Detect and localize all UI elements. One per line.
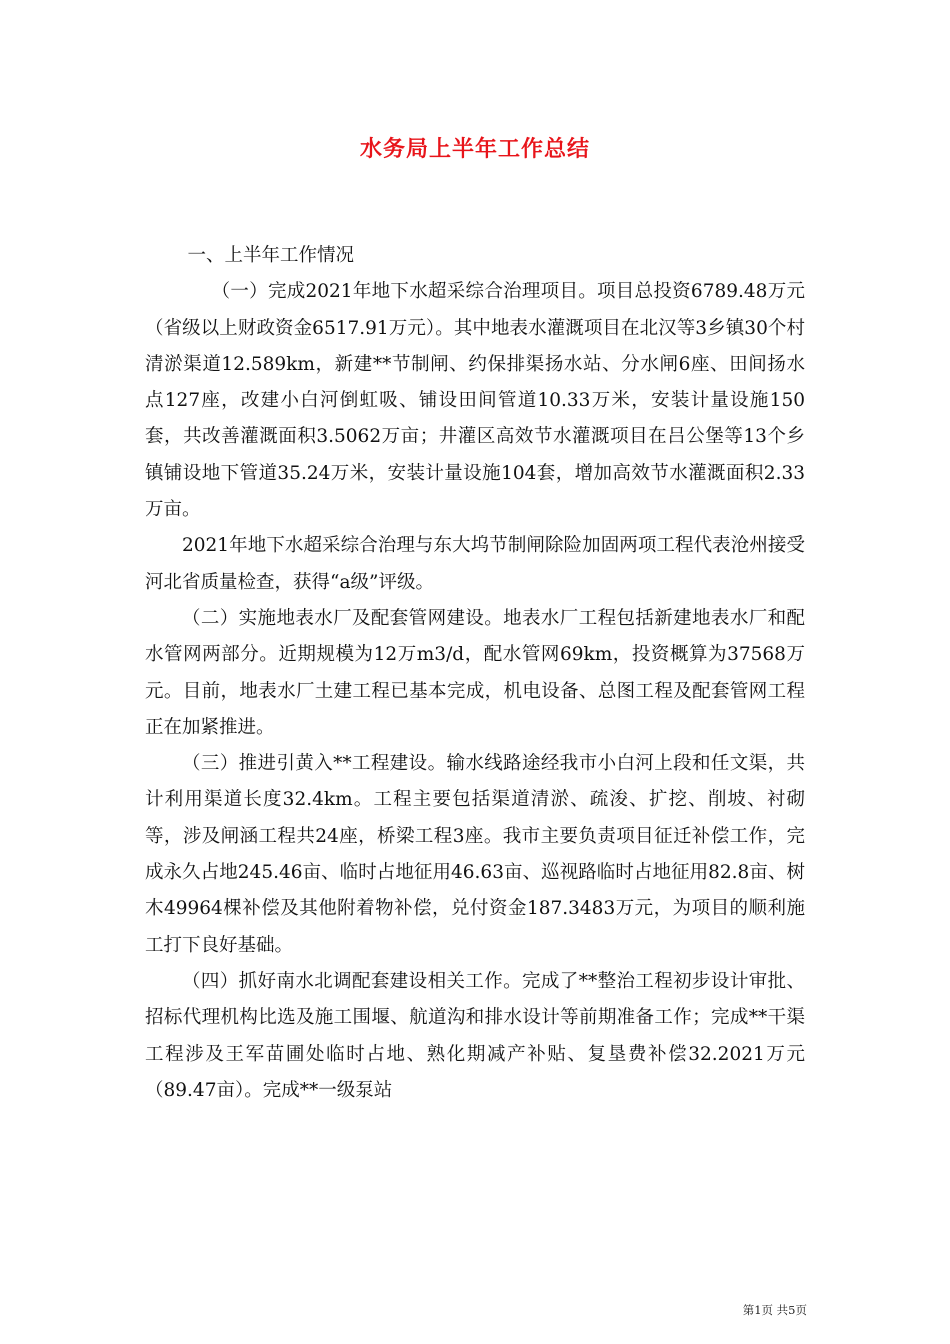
paragraph-5: （四）抓好南水北调配套建设相关工作。完成了**整治工程初步设计审批、招标代理机构比选及施工围堰、航道沟和排水设计等前期准备工作；完成**干渠工程涉及王军苗圃处临时占地、熟化期减产补贴、复垦费补偿32.2021万元（89.47亩）。完成**一级泵站 <box>145 970 805 1101</box>
paragraph-2: 2021年地下水超采综合治理与东大坞节制闸除险加固两项工程代表沧州接受河北省质量检查，获得“a级”评级。 <box>145 535 805 593</box>
page-number: 第1页 共5页 <box>742 1303 807 1317</box>
document-title: 水务局上半年工作总结 <box>359 137 590 162</box>
paragraph-1: （一）完成2021年地下水超采综合治理项目。项目总投资6789.48万元（省级以上财政资金6517.91万元）。其中地表水灌溉项目在北汉等3乡镇30个村清淤渠道12.589km，新建**节制闸、约保排渠扬水站、分水闸6座、田间扬水点127座，改建小白河倒虹吸、铺设田间管道10.33万米，安装计量设施150套，共改善灌溉面积3.5062万亩；井灌区高效节水灌溉项目在吕公堡等13个乡镇铺设地下管道35.24万米，安装计量设施104套，增加高效节水灌溉面积2.33万亩。 <box>145 281 805 521</box>
document-body <box>145 238 805 1109</box>
paragraph-4: （三）推进引黄入**工程建设。输水线路途经我市小白河上段和任文渠，共计利用渠道长度32.4km。工程主要包括渠道清淤、疏浚、扩挖、削坡、衬砌等，涉及闸涵工程共24座，桥梁工程3座。我市主要负责项目征迁补偿工作，完成永久占地245.46亩、临时占地征用46.63亩、巡视路临时占地征用82.8亩、树木49964棵补偿及其他附着物补偿，兑付资金187.3483万元，为项目的顺利施工打下良好基础。 <box>145 753 805 956</box>
section-heading: 一、上半年工作情况 <box>187 245 355 266</box>
paragraph-3: （二）实施地表水厂及配套管网建设。地表水厂工程包括新建地表水厂和配水管网两部分。近期规模为12万m3/d，配水管网69km，投资概算为37568万元。目前，地表水厂土建工程已基本完成，机电设备、总图工程及配套管网工程正在加紧推进。 <box>145 607 805 738</box>
